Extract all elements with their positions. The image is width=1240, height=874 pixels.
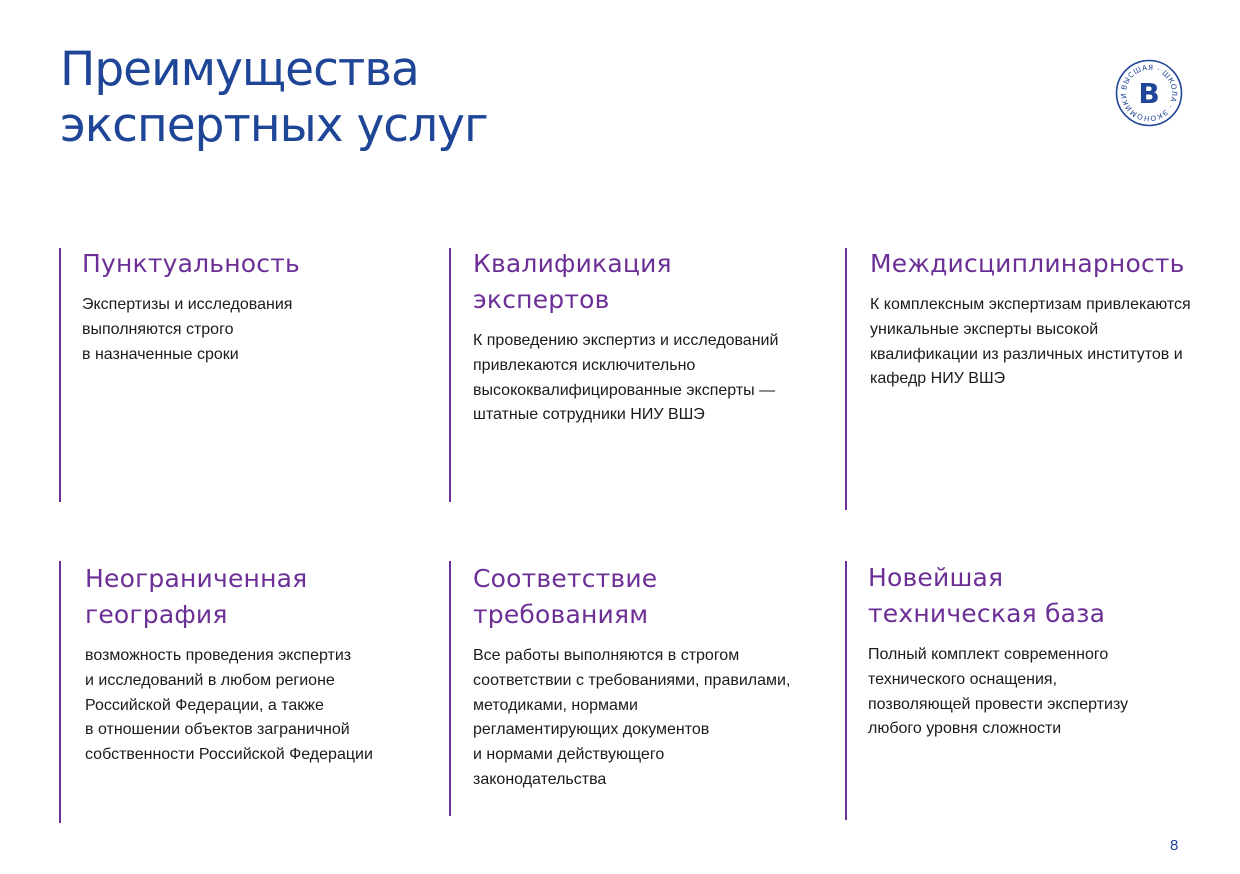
card-title bbox=[868, 560, 1128, 632]
card-text-line: квалификации из различных институтов и bbox=[870, 345, 1183, 363]
feature-card-interdisciplinarity bbox=[845, 248, 1191, 510]
card-title-line: география bbox=[85, 600, 228, 629]
card-title bbox=[85, 561, 373, 633]
card-text-line: законодательства bbox=[473, 770, 607, 788]
card-title-line: техническая база bbox=[868, 599, 1106, 628]
card-text-line: регламентирующих документов bbox=[473, 721, 710, 739]
card-text-line: Российской Федерации, а также bbox=[85, 696, 324, 714]
card-description bbox=[868, 643, 1128, 742]
page-title-line-1: Преимущества bbox=[60, 42, 419, 97]
hse-logo-icon bbox=[1114, 58, 1184, 128]
card-text-line: привлекаются исключительно bbox=[473, 356, 696, 374]
card-title-line: требованиям bbox=[473, 600, 649, 629]
card-text-line: в отношении объектов заграничной bbox=[85, 721, 350, 739]
feature-card-compliance bbox=[449, 561, 790, 816]
card-text-line: и нормами действующего bbox=[473, 746, 665, 764]
card-text-line: возможность проведения экспертиз bbox=[85, 647, 352, 664]
card-text-line: технического оснащения, bbox=[868, 670, 1058, 688]
card-text-line: любого уровня сложности bbox=[868, 720, 1062, 738]
card-description bbox=[82, 293, 300, 367]
page-title bbox=[60, 42, 488, 154]
card-text-line: в назначенные сроки bbox=[82, 345, 239, 363]
card-title-line: Пунктуальность bbox=[82, 249, 300, 278]
card-title-line: Неограниченная bbox=[85, 564, 308, 593]
card-description bbox=[473, 644, 790, 793]
card-text-line: собственности Российской Федерации bbox=[85, 746, 373, 764]
feature-card-qualification bbox=[449, 248, 778, 502]
card-description bbox=[870, 293, 1191, 392]
card-title bbox=[473, 561, 790, 633]
card-text-line: высококвалифицированные эксперты — bbox=[473, 381, 776, 399]
card-text-line: и исследований в любом регионе bbox=[85, 671, 335, 689]
feature-card-technical-base bbox=[845, 561, 1128, 820]
card-description bbox=[473, 329, 778, 428]
feature-card-punctuality bbox=[59, 248, 300, 502]
card-text-line: соответствии с требованиями, правилами, bbox=[473, 671, 791, 689]
page-title-line-2: экспертных услуг bbox=[60, 98, 488, 153]
card-text-line: К комплексным экспертизам привлекаются bbox=[870, 296, 1191, 313]
card-text-line: Полный комплект современного bbox=[868, 646, 1109, 663]
card-text-line: кафедр НИУ ВШЭ bbox=[870, 370, 1006, 388]
card-text-line: Экспертизы и исследования bbox=[82, 296, 293, 313]
card-title bbox=[870, 246, 1191, 282]
hse-logo-ring-text: ВЫСШАЯ · ШКОЛА · ЭКОНОМИКИ bbox=[1118, 62, 1180, 124]
feature-card-geography bbox=[59, 561, 373, 823]
card-text-line: Все работы выполняются в строгом bbox=[473, 647, 740, 664]
card-title-line: Междисциплинарность bbox=[870, 249, 1185, 278]
page-number: 8 bbox=[1170, 837, 1179, 854]
card-title bbox=[82, 246, 300, 282]
card-title-line: экспертов bbox=[473, 285, 610, 314]
card-text-line: выполняются строго bbox=[82, 320, 234, 338]
card-description bbox=[85, 644, 373, 768]
card-text-line: К проведению экспертиз и исследований bbox=[473, 332, 779, 349]
card-text-line: штатные сотрудники НИУ ВШЭ bbox=[473, 406, 705, 424]
card-text-line: уникальные эксперты высокой bbox=[870, 320, 1099, 338]
card-title bbox=[473, 246, 778, 318]
card-text-line: позволяющей провести экспертизу bbox=[868, 695, 1129, 713]
card-title-line: Соответствие bbox=[473, 564, 658, 593]
card-title-line: Квалификация bbox=[473, 249, 672, 278]
card-text-line: методиками, нормами bbox=[473, 696, 638, 714]
hse-logo-monogram: В bbox=[1138, 77, 1160, 110]
card-title-line: Новейшая bbox=[868, 563, 1004, 592]
